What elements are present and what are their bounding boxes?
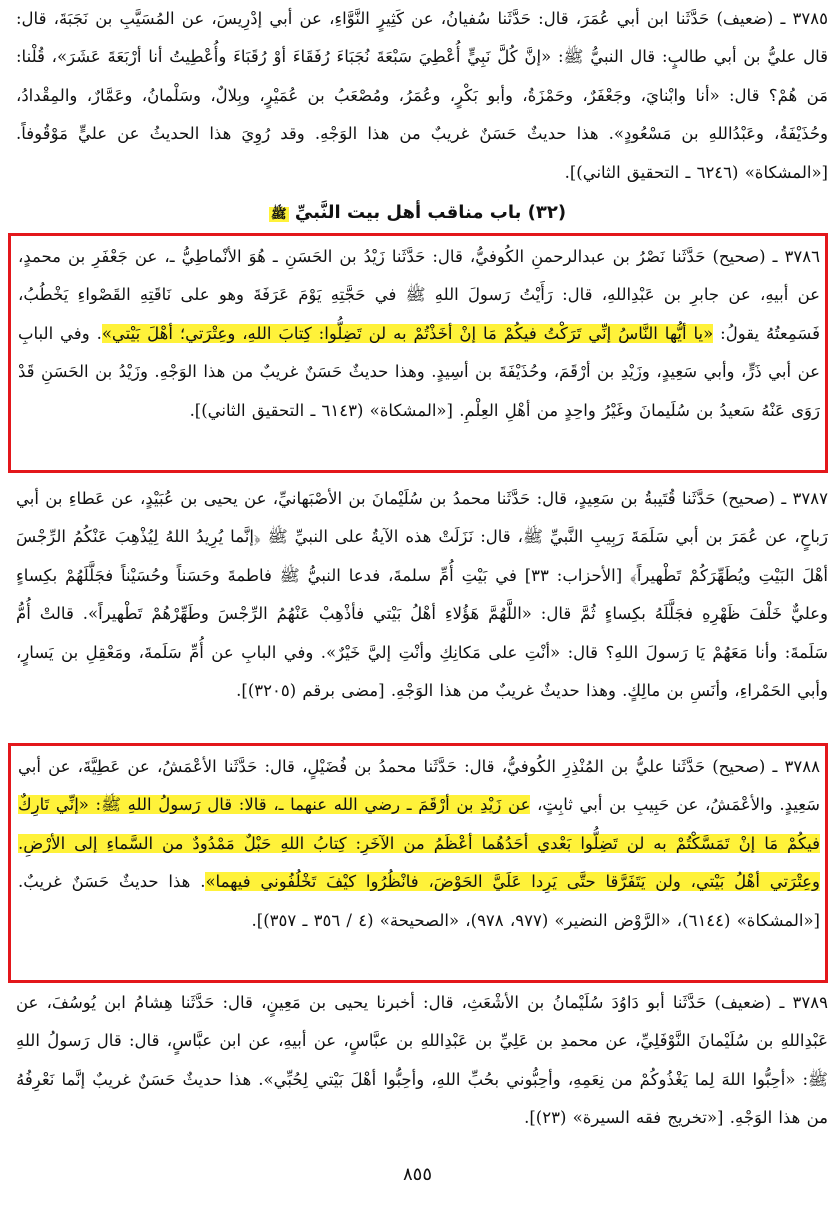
hadith-3788-commentary: . هذا حديثٌ حَسَنٌ غريبٌ. [«المشكاة» (٦١٤٤)، «الرَّوْض النضير» (٩٧٧، ٩٧٨)، «الصحيحة» (٤ / ٣٥٦ ـ ٣٥٧)]. — [18, 872, 820, 930]
hadith-3788-highlight: عن زَيْدِ بن أرْقَمَ ـ رضي الله عنهما ـ، قالا: قال رَسولُ اللهِ ﷺ: «إنِّي تَارِكٌ فيكُمْ مَا إنْ تَمَسَّكْتُمْ به لن تَضِلُّوا بَعْدي أحَدُهُما أعْظَمُ من الآخَرِ: كِتابُ اللهِ حَبْلٌ مَمْدُودٌ من السَّماءِ إلى الأرْضِ. وعِتْرَتي أهْلُ بَيْتي، ولن يَتَفَرَّقا حتَّى يَرِدا عَلَيَّ الحَوْضَ، فانْظُرُوا كيْفَ تَخْلُفُوني فيهما» — [18, 795, 820, 892]
hadith-3785: ٣٧٨٥ ـ (ضعيف) حَدَّثَنا ابن أبي عُمَرَ، قال: حَدَّثَنا سُفيانُ، عن كَثِيرٍ النَّوَّاءِ، عن أبي إدْرِيسَ، عن المُسَيَّبِ بن نَجَبَةَ، قال: قال عليُّ بن أبي طالبٍ: قال النبيُّ ﷺ: «إنَّ كُلَّ نَبِيٍّ أُعْطِيَ سَبْعَةَ نُجَبَاءَ رُفَقَاءَ أوْ رُقَبَاءَ وأُعْطِيتُ أنا أرْبَعَةَ عَشَرَ»، قُلْنا: مَن هُمْ؟ قال: «أنا وابْنايَ، وجَعْفَرٌ، وحَمْزَةُ، وأبو بَكْرٍ، وعُمَرُ، ومُصْعَبُ بن عُمَيْرٍ، وبِلالٌ، وسَلْمانُ، وعَمَّارٌ، والمِقْدادُ، وحُذَيْفَةُ، وعَبْدُاللهِ بن مَسْعُودٍ». هذا حديثٌ حَسَنٌ غريبٌ من هذا الوَجْهِ. وقد رُوِيَ هذا الحديثُ عن عليٍّ مَوْقُوفاً. [«المشكاة» (٦٢٤٦ ـ التحقيق الثاني)]. — [16, 9, 828, 182]
hadith-3788 — [18, 748, 820, 940]
chapter-heading — [0, 198, 835, 228]
hadith-3789: ٣٧٨٩ ـ (ضعيف) حَدَّثَنا أبو دَاوُدَ سُلَيْمانُ بن الأشْعَثِ، قال: أخبرنا يحيى بن مَعِينٍ، قال: حَدَّثَنا هِشامُ ابن يُوسُفَ، عن عَبْدِاللهِ بن سُلَيْمانَ النَّوْفَلِيِّ، عن محمدِ بن عَلِيِّ بن عَبْدِاللهِ بن عبَّاسٍ، عن أبيهِ، عن ابن عبَّاسٍ، قال: قال رَسولُ اللهِ ﷺ: «أحِبُّوا اللهَ لِما يَغْذُوكُمْ من نِعَمِهِ، وأحِبُّوني بحُبِّ اللهِ، وأحِبُّوا أهْلَ بَيْتي لِحُبِّي». هذا حديثٌ حَسَنٌ غريبٌ إنَّما نَعْرِفُهُ من هذا الوَجْهِ. [«تخريج فقه السيرة» (٢٣)]. — [16, 993, 828, 1128]
chapter-heading-text: (٣٢) باب مناقب أهل بيت النَّبيِّ — [294, 202, 567, 223]
salutation-glyph: ﷺ — [270, 207, 287, 222]
page-number: ٨٥٥ — [402, 1164, 432, 1185]
hadith-3786-highlight: «يا أيُّها النَّاسُ إنِّي تَرَكْتُ فيكُمْ مَا إنْ أخَذْتُمْ به لن تَضِلُّوا: كِتابَ اللهِ، وعِتْرَتي؛ أهْلَ بَيْتي» — [101, 323, 714, 343]
hadith-3786-commentary: . وفي البابِ عن أبي ذَرٍّ، وأبي سَعِيدٍ، وزَيْدِ بن أرْقَمَ، وحُذَيْفَةَ بن أسِيدٍ. وهذا حديثٌ حَسَنٌ غريبٌ من هذا الوَجْهِ. وزَيْدُ بن الحَسَنِ قَدْ رَوَى عَنْهُ سَعيدُ بن سُلَيمانَ وغَيْرُ واحِدٍ من أهْلِ العِلْمِ. [«المشكاة» (٦١٤٣ ـ التحقيق الثاني)]. — [18, 323, 820, 420]
hadith-3786-isnad: ٣٧٨٦ ـ (صحيح) حَدَّثَنا نَصْرُ بن عبدالرحمنِ الكُوفيُّ، قال: حَدَّثَنا زَيْدُ بن الحَسَنِ ـ هُوَ الأنْماطِيُّ ـ، عن جَعْفَرِ بن محمدٍ، عن أبيهِ، عن جابرِ بن عَبْدِاللهِ، قال: رَأَيْتُ رَسولَ اللهِ ﷺ في حَجَّتِهِ يَوْمَ عَرَفَةَ وهو على نَاقَتِهِ القَصْواءِ يَخْطُبُ، فَسَمِعتُهُ يقولُ: — [18, 247, 820, 343]
hadith-3787: ٣٧٨٧ ـ (صحيح) حَدَّثَنا قُتَيبةُ بن سَعِيدٍ، قال: حَدَّثَنا محمدُ بن سُلَيْمانَ بن الأصْبَهانيِّ، عن يحيى بن عُبَيْدٍ، عن عَطاءِ بن أبي رَباحٍ، عن عُمَرَ بن أبي سَلَمَةَ رَبِيبِ النَّبيِّ ﷺ، قال: نَزَلَتْ هذه الآيةُ على النبيِّ ﷺ ﴿إنَّما يُرِيدُ اللهُ لِيُذْهِبَ عَنْكُمُ الرِّجْسَ أهْلَ البَيْتِ ويُطَهِّرَكُمْ تَطْهيراً﴾ [الأحزاب: ٣٣] في بَيْتِ أُمِّ سلمةَ، فدعا النبيُّ ﷺ فاطمةَ وحَسَناً وحُسَيْناً فجَلَّلَهُمْ بكِساءٍ وعليٌّ خَلْفَ ظَهْرِهِ فجَلَّلَهُ بكِساءٍ ثُمَّ قال: «اللَّهُمَّ هَؤُلاءِ أهْلُ بَيْتي فأذْهِبْ عَنْهُمُ الرِّجْسَ وطَهِّرْهُمْ تَطْهيراً». قالتْ أُمُّ سَلَمةَ: وأنا مَعَهُمْ يَا رَسولَ اللهِ؟ قال: «أنْتِ على مَكانِكِ وأنْتِ إليَّ خَيْرٌ». وفي البابِ عن أُمِّ سَلَمةَ، ومَعْقِلِ بن يَسارٍ، وأبي الحَمْراءِ، وأنَسِ بن مالِكٍ. وهذا حديثٌ غريبٌ من هذا الوَجْهِ. [مضى برقم (٣٢٠٥)]. — [16, 489, 828, 701]
hadith-3786 — [18, 238, 820, 430]
hadith-3788-isnad: ٣٧٨٨ ـ (صحيح) حَدَّثَنا عليُّ بن المُنْذِرِ الكُوفيُّ، قال: حَدَّثَنا محمدُ بن فُضَيْلٍ، قال: حَدَّثَنا الأعْمَشُ، عن عَطِيَّةَ، عن أبي سَعِيدٍ. والأعْمَشُ، عن حَبِيبِ بن أبي ثابِتٍ، — [18, 757, 820, 815]
